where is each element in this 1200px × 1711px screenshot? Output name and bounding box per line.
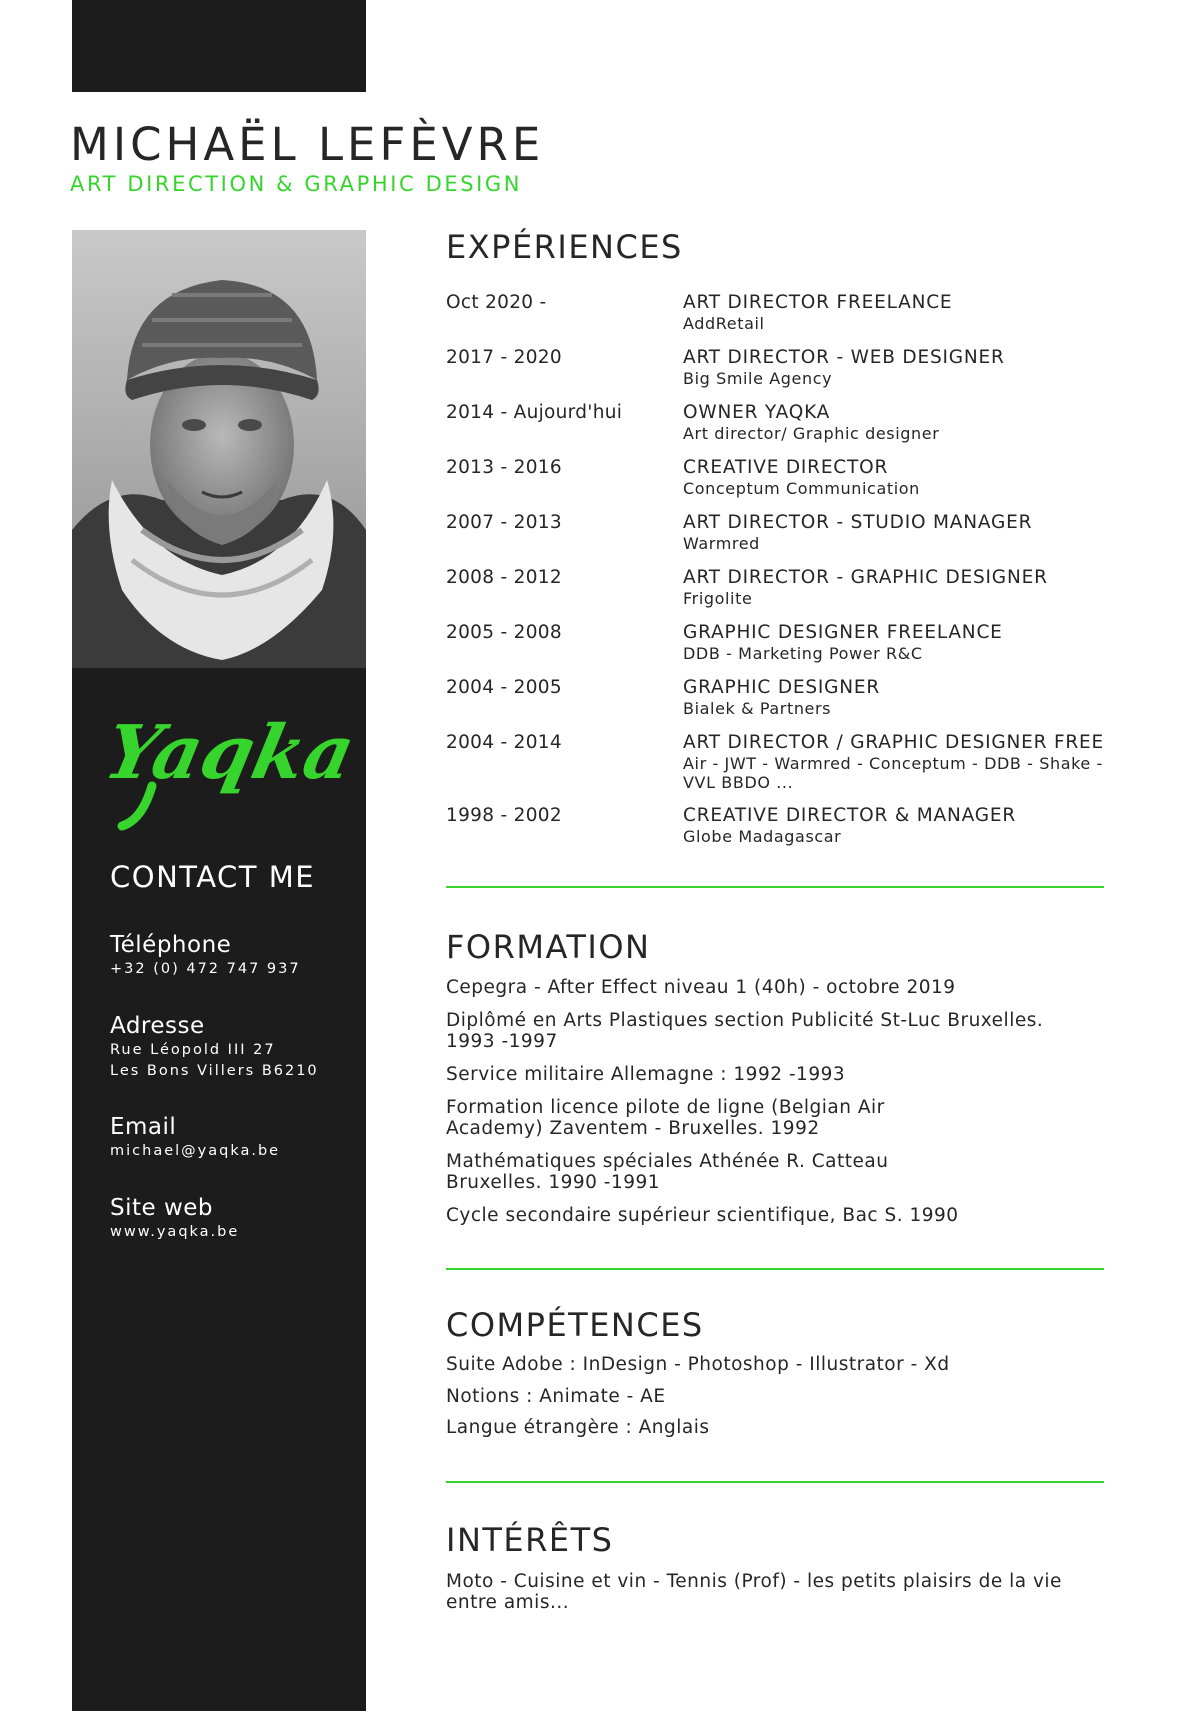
experience-role: GRAPHIC DESIGNER FREELANCE	[683, 622, 1003, 643]
experience-company: Big Smile Agency	[683, 369, 833, 388]
experience-date: 2014 - Aujourd'hui	[446, 402, 623, 423]
interets-title: INTÉRÊTS	[446, 1521, 614, 1559]
contact-title: CONTACT ME	[110, 860, 316, 894]
experience-role: OWNER YAQKA	[683, 402, 831, 423]
experience-company: Conceptum Communication	[683, 479, 920, 498]
experience-role: ART DIRECTOR / GRAPHIC DESIGNER FREE	[683, 732, 1105, 753]
experience-date: 2017 - 2020	[446, 347, 562, 368]
address-line2: Les Bons Villers B6210	[110, 1063, 319, 1079]
person-name: MICHAËL LEFÈVRE	[70, 118, 545, 171]
phone-block	[110, 932, 301, 980]
email-value[interactable]: michael@yaqka.be	[110, 1143, 281, 1159]
formation-item: Mathématiques spéciales Athénée R. Catteau Bruxelles. 1990 -1991	[446, 1151, 889, 1193]
experience-company: Art director/ Graphic designer	[683, 424, 940, 443]
email-label: Email	[110, 1114, 177, 1140]
formation-item: Diplômé en Arts Plastiques section Publicité St-Luc Bruxelles. 1993 -1997	[446, 1010, 1044, 1052]
experience-company: Globe Madagascar	[683, 827, 842, 846]
formation-item: Cycle secondaire supérieur scientifique, Bac S. 1990	[446, 1205, 959, 1226]
experience-date: 2004 - 2005	[446, 677, 562, 698]
experience-role: CREATIVE DIRECTOR	[683, 457, 889, 478]
section-divider	[446, 886, 1104, 888]
experience-role: ART DIRECTOR - GRAPHIC DESIGNER	[683, 567, 1048, 588]
website-label: Site web	[110, 1195, 214, 1221]
experience-date: 2013 - 2016	[446, 457, 562, 478]
experience-date: 2004 - 2014	[446, 732, 562, 753]
competence-item: Notions : Animate - AE	[446, 1386, 666, 1407]
competences-title: COMPÉTENCES	[446, 1306, 704, 1344]
competence-item: Langue étrangère : Anglais	[446, 1417, 710, 1438]
experience-role: ART DIRECTOR FREELANCE	[683, 292, 953, 313]
formation-item: Formation licence pilote de ligne (Belgian Air Academy) Zaventem - Bruxelles. 1992	[446, 1097, 885, 1139]
experience-role: ART DIRECTOR - STUDIO MANAGER	[683, 512, 1033, 533]
experience-date: 2008 - 2012	[446, 567, 562, 588]
svg-text:Yaqka: Yaqka	[97, 708, 363, 796]
experience-role: GRAPHIC DESIGNER	[683, 677, 881, 698]
experience-company: Warmred	[683, 534, 760, 553]
experience-company: AddRetail	[683, 314, 765, 333]
header-dark-block	[72, 0, 366, 92]
profile-photo	[72, 230, 366, 668]
address-label: Adresse	[110, 1013, 205, 1039]
address-block	[110, 1013, 319, 1082]
experience-date: Oct 2020 -	[446, 292, 547, 313]
email-block	[110, 1114, 280, 1162]
yaqka-logo	[97, 700, 363, 834]
experience-company: Air - JWT - Warmred - Conceptum - DDB - Shake - VVL BBDO ...	[683, 754, 1103, 792]
experience-company: Frigolite	[683, 589, 753, 608]
experience-company: Bialek & Partners	[683, 699, 832, 718]
competence-item: Suite Adobe : InDesign - Photoshop - Illustrator - Xd	[446, 1354, 950, 1375]
website-block	[110, 1195, 239, 1243]
interets-text: Moto - Cuisine et vin - Tennis (Prof) - les petits plaisirs de la vie entre amis...	[446, 1571, 1062, 1613]
address-line1: Rue Léopold III 27	[110, 1042, 276, 1058]
website-value[interactable]: www.yaqka.be	[110, 1224, 240, 1240]
experience-role: CREATIVE DIRECTOR & MANAGER	[683, 805, 1016, 826]
phone-value: +32 (0) 472 747 937	[110, 961, 301, 977]
section-divider	[446, 1481, 1104, 1483]
formation-title: FORMATION	[446, 928, 651, 966]
experience-date: 2005 - 2008	[446, 622, 562, 643]
section-divider	[446, 1268, 1104, 1270]
formation-item: Cepegra - After Effect niveau 1 (40h) - octobre 2019	[446, 977, 956, 998]
experience-role: ART DIRECTOR - WEB DESIGNER	[683, 347, 1005, 368]
phone-label: Téléphone	[110, 932, 232, 958]
person-subtitle: ART DIRECTION & GRAPHIC DESIGN	[70, 172, 523, 196]
experience-date: 1998 - 2002	[446, 805, 562, 826]
formation-item: Service militaire Allemagne : 1992 -1993	[446, 1064, 846, 1085]
experience-date: 2007 - 2013	[446, 512, 562, 533]
experiences-title: EXPÉRIENCES	[446, 228, 683, 266]
experience-company: DDB - Marketing Power R&C	[683, 644, 923, 663]
